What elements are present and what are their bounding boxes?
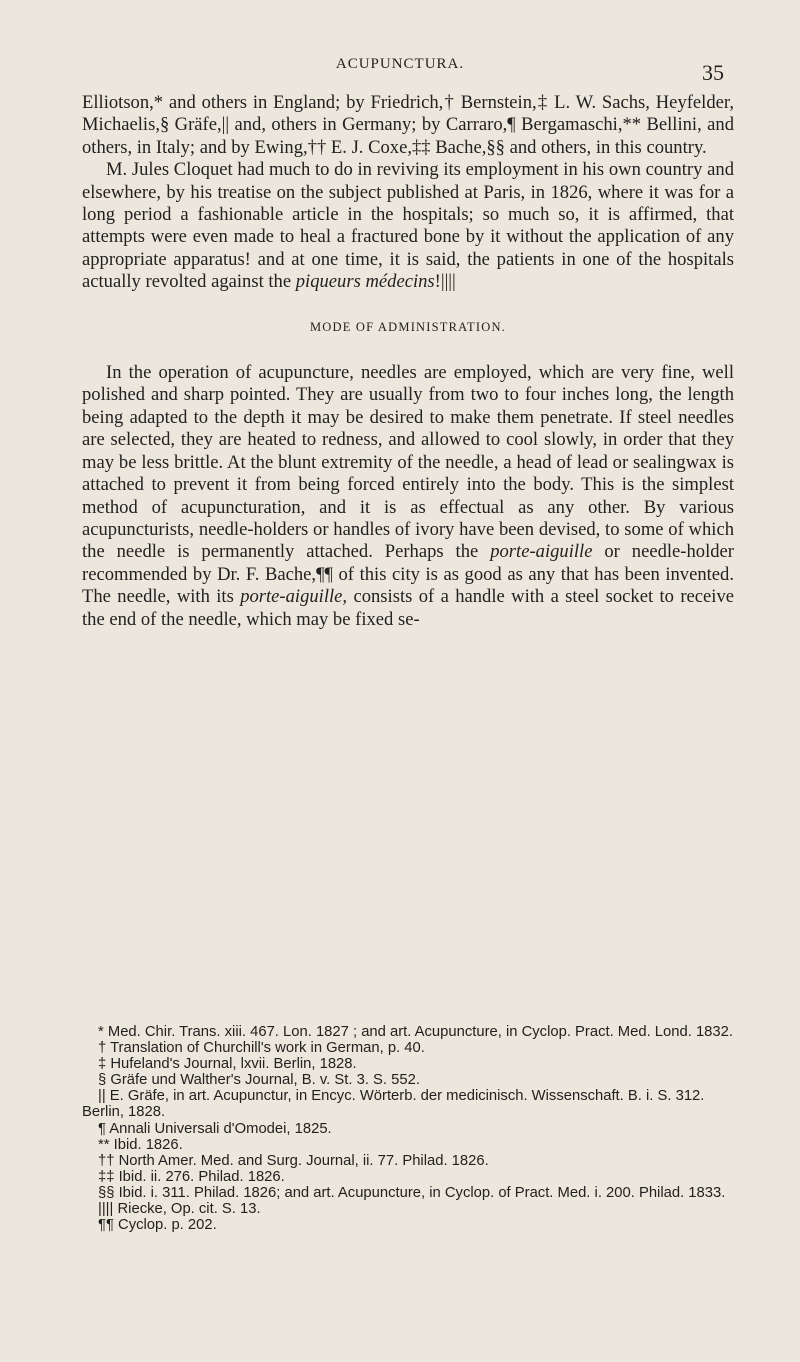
footnote: ‡‡ Ibid. ii. 276. Philad. 1826. xyxy=(98,1168,285,1185)
paragraph-2 xyxy=(82,159,734,293)
paragraph-2-text-a: M. Jules Cloquet had much to do in reviving its employment in his own country and elsewhere, by his treatise on the subject published at Paris, in 1826, where it was for a long period a fashionable article in the hospitals; so much so, it is affirmed, that attempts were even made to heal a fractured bone by it without the application of any appropriate apparatus! and at one time, it is said, the patients in one of the hospitals actually revolted against the xyxy=(82,159,734,293)
running-head: ACUPUNCTURA. xyxy=(335,56,465,72)
body-text xyxy=(82,92,734,631)
footnote: †† North Amer. Med. and Surg. Journal, ii. 77. Philad. 1826. xyxy=(98,1152,489,1169)
footnote: ** Ibid. 1826. xyxy=(98,1136,183,1153)
paragraph-3-emphasis-2: porte-aiguille, xyxy=(240,586,348,608)
paragraph-2-text-b: !|||| xyxy=(434,271,456,293)
footnote: |||| Riecke, Op. cit. S. 13. xyxy=(98,1201,261,1218)
paragraph-3-text-a: In the operation of acupuncture, needles are employed, which are very fine, well polished and sharp pointed. They are usually from two to four inches long, the length being adapted to the depth it may be desired to make them penetrate. If steel needles are selected, they are heated to redness, and allowed to cool slowly, in order that they may be less brittle. At the blunt extremity of the needle, a head of lead or sealingwax is attached to prevent it from being forced entirely into the body. This is the simplest method of acupuncturation, and it is as effectual as any other. By various acupuncturists, needle-holders or handles of ivory have been devised, to some of which the needle is permanently attached. Perhaps the xyxy=(82,362,734,563)
footnote: || E. Gräfe, in art. Acupunctur, in Encyc. Wörterb. der medicinisch. Wissenschaft. B. i. S. 312. Berlin, 1828. xyxy=(82,1088,705,1121)
section-heading: MODE OF ADMINISTRATION. xyxy=(309,319,506,334)
footnote: * Med. Chir. Trans. xiii. 467. Lon. 1827 ; and art. Acupuncture, in Cyclop. Pract. Med. Lond. 1832. xyxy=(98,1024,733,1040)
footnote: ¶¶ Cyclop. p. 202. xyxy=(98,1217,217,1234)
paragraph-3-text-c: consists of a handle with a steel socket to receive the end of the needle, which may be fixed se- xyxy=(82,586,735,630)
paragraph-2-emphasis: piqueurs médecins xyxy=(295,271,435,293)
footnotes xyxy=(82,1024,734,1233)
footnote: ‡ Hufeland's Journal, lxvii. Berlin, 1828. xyxy=(98,1056,357,1073)
paragraph-3 xyxy=(82,362,734,631)
footnote: § Gräfe und Walther's Journal, B. v. St. 3. S. 552. xyxy=(98,1072,420,1089)
footnote: §§ Ibid. i. 311. Philad. 1826; and art. Acupuncture, in Cyclop. of Pract. Med. i. 200. Philad. 1833. xyxy=(98,1184,726,1201)
footnote: ¶ Annali Universali d'Omodei, 1825. xyxy=(98,1120,332,1137)
paragraph-3-text-b: or needle-holder recommended by Dr. F. Bache,¶¶ of this city is as good as any that has been invented. The needle, with its xyxy=(82,541,734,608)
page-number: 35 xyxy=(702,60,724,85)
paragraph-1: Elliotson,* and others in England; by Friedrich,† Bernstein,‡ L. W. Sachs, Heyfelder, Michaelis,§ Gräfe,|| and, others in Germany; by Carraro,¶ Bergamaschi,** Bellini, and others, in Italy; and by Ewing,†† E. J. Coxe,‡‡ Bache,§§ and others, in this country. xyxy=(82,92,734,158)
paragraph-3-emphasis-1: porte-aiguille xyxy=(490,541,593,563)
footnote: † Translation of Churchill's work in German, p. 40. xyxy=(98,1040,425,1057)
